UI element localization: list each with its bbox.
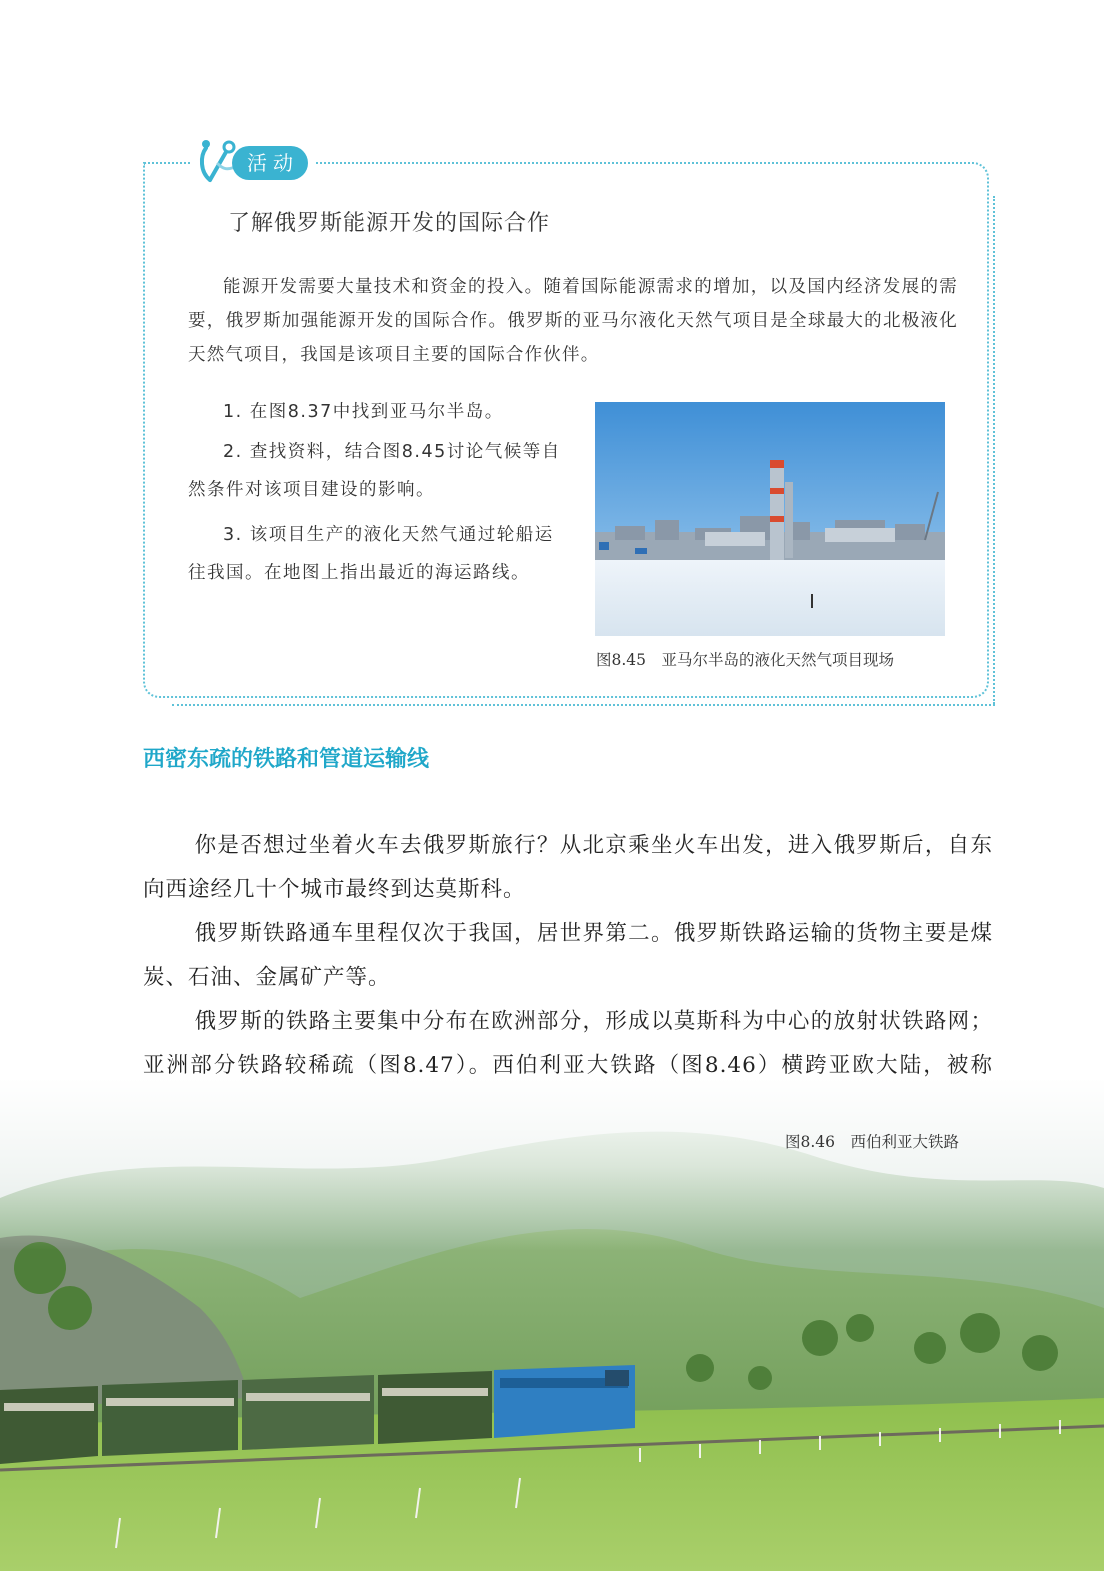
body-paragraph-3: 俄罗斯的铁路主要集中分布在欧洲部分，形成以莫斯科为中心的放射状铁路网；亚洲部分铁路较稀疏（图8.47）。西伯利亚大铁路（图8.46）横跨亚欧大陆，被称 (143, 1009, 993, 1078)
activity-badge (196, 134, 314, 184)
body-paragraph-2: 俄罗斯铁路通车里程仅次于我国，居世界第二。俄罗斯铁路运输的货物主要是煤炭、石油、金属矿产等。 (143, 921, 993, 990)
section-heading: 西密东疏的铁路和管道运输线 (143, 746, 430, 772)
activity-title: 了解俄罗斯能源开发的国际合作 (228, 211, 551, 236)
activity-question-2: 2. 查找资料，结合图8.45讨论气候等自然条件对该项目建设的影响。 (188, 442, 561, 500)
lng-plant-photo (595, 402, 945, 636)
body-paragraph-1: 你是否想过坐着火车去俄罗斯旅行？从北京乘坐火车出发，进入俄罗斯后，自东向西途经几十个城市最终到达莫斯科。 (143, 833, 993, 902)
activity-box-shadow-right (993, 196, 995, 704)
activity-badge-label: 活动 (232, 146, 308, 180)
activity-question-3: 3. 该项目生产的液化天然气通过轮船运往我国。在地图上指出最近的海运路线。 (188, 525, 554, 583)
figure-8-46-caption: 图8.46 西伯利亚大铁路 (785, 1133, 960, 1151)
activity-box-shadow-bottom (172, 704, 995, 706)
activity-question-1: 1. 在图8.37中找到亚马尔半岛。 (223, 402, 504, 422)
figure-8-45-caption: 图8.45 亚马尔半岛的液化天然气项目现场 (596, 651, 895, 669)
activity-intro: 能源开发需要大量技术和资金的投入。随着国际能源需求的增加，以及国内经济发展的需要，俄罗斯加强能源开发的国际合作。俄罗斯的亚马尔液化天然气项目是全球最大的北极液化天然气项目，我国是该项目主要的国际合作伙伴。 (188, 277, 958, 365)
